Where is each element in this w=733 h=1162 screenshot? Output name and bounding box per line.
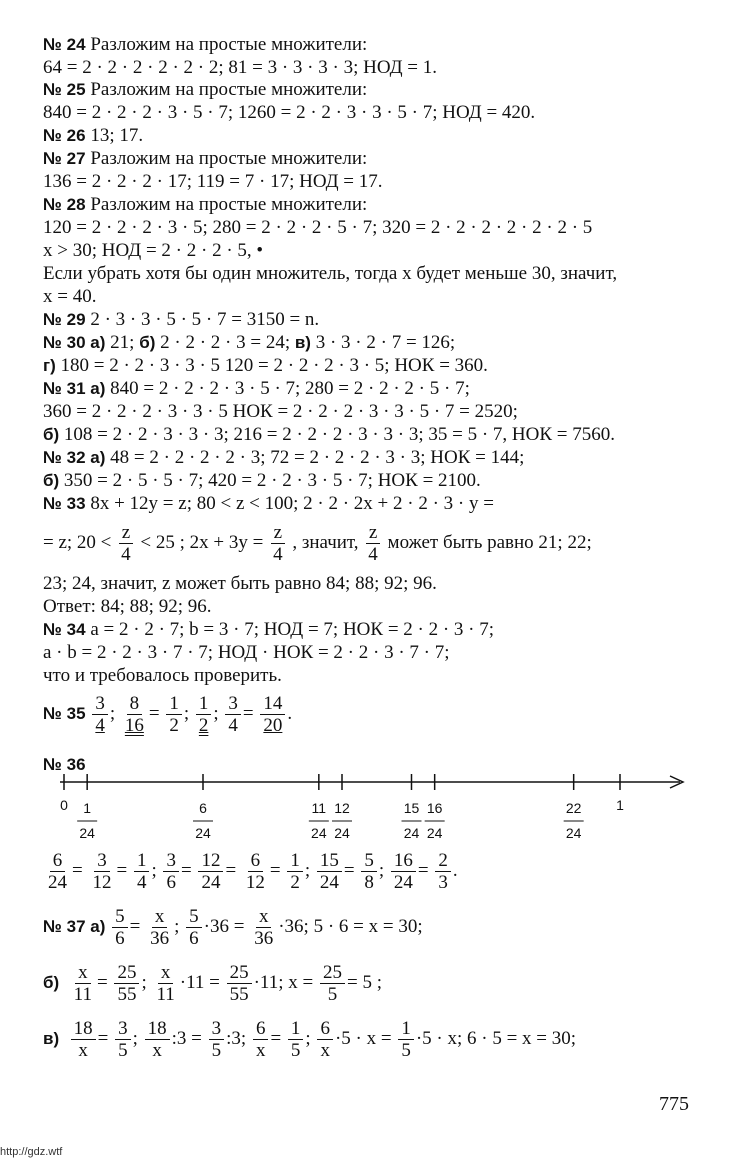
site-watermark: http://gdz.wtf bbox=[0, 1146, 63, 1158]
line-28-note: Если убрать хотя бы один множитель, тогда x будет меньше 30, значит, bbox=[43, 263, 618, 284]
line-34-body: a · b = 2 · 2 · 3 · 7 · 7; НОД · НОК = 2 · 2 · 3 · 7 · 7; bbox=[43, 642, 450, 663]
numerator: z bbox=[271, 522, 285, 544]
denominator: 12 bbox=[245, 872, 265, 894]
answer-c: 3 · 3 · 2 · 7 = 126; bbox=[315, 332, 456, 353]
denominator: 24 bbox=[48, 872, 67, 894]
line-31-lcm: 360 = 2 · 2 · 2 · 3 · 3 · 5 НОК = 2 · 2 · 2 · 3 · 3 · 5 · 7 = 2520; bbox=[43, 401, 518, 422]
line-text: 2 · 3 · 3 · 5 · 5 · 7 = 3150 = n. bbox=[90, 309, 320, 330]
numerator: 25 bbox=[227, 962, 252, 984]
tick-label-numerator: 6 bbox=[199, 800, 207, 816]
text: может быть равно 21; 22; bbox=[387, 532, 592, 553]
fraction bbox=[361, 850, 377, 893]
line-text: Разложим на простые множители: bbox=[90, 148, 368, 169]
fraction bbox=[320, 962, 345, 1005]
fraction bbox=[317, 850, 342, 893]
text: = 5 ; bbox=[346, 972, 382, 993]
denominator: 16 bbox=[124, 715, 144, 737]
fraction bbox=[163, 850, 179, 893]
task-number: № 25 bbox=[43, 80, 86, 99]
line-text: 180 = 2 · 2 · 3 · 3 · 5 120 = 2 · 2 · 2 · 3 · 5; НОК = 360. bbox=[60, 355, 488, 376]
numerator: 5 bbox=[186, 906, 202, 928]
denominator: 11 bbox=[156, 984, 175, 1006]
denominator: 5 bbox=[327, 984, 338, 1006]
task-number: № 30 а) bbox=[43, 333, 106, 352]
line-text: Разложим на простые множители: bbox=[90, 34, 368, 55]
tick-label-denominator: 24 bbox=[334, 825, 350, 841]
fraction bbox=[134, 850, 150, 893]
denominator: x bbox=[152, 1040, 162, 1062]
numerator: z bbox=[119, 522, 133, 544]
numerator: 5 bbox=[361, 850, 377, 872]
task-number: № 27 bbox=[43, 149, 86, 168]
fraction bbox=[115, 1018, 131, 1061]
text: < 25 ; 2x + 3y = bbox=[140, 532, 264, 553]
task-number: № 34 bbox=[43, 620, 86, 639]
denominator: 5 bbox=[211, 1040, 222, 1062]
denominator: 2 bbox=[169, 715, 179, 737]
numerator: 1 bbox=[166, 693, 182, 715]
tick-label-numerator: 11 bbox=[311, 800, 327, 816]
fraction bbox=[288, 1018, 304, 1061]
tick-label-denominator: 24 bbox=[79, 825, 95, 841]
numerator: 25 bbox=[320, 962, 345, 984]
denominator: 3 bbox=[438, 872, 448, 894]
label-b: б) bbox=[43, 471, 60, 490]
line-33-cont: 23; 24, значит, z может быть равно 84; 88; 92; 96. bbox=[43, 573, 437, 594]
task-number: № 36 bbox=[43, 755, 86, 774]
line-text: 13; 17. bbox=[90, 125, 144, 146]
label-g: г) bbox=[43, 356, 56, 375]
denominator: 4 bbox=[228, 715, 238, 737]
line-37b: б) $\frac{x}{11}$ = $\frac{25}{55}$ ; $\frac{x}{11}$ ·11 = $\frac{25}{55}$ ·11; x = $\frac{25}{5}$ = 5 ; bbox=[43, 962, 382, 1006]
text: :3 = bbox=[171, 1028, 202, 1049]
label-b: б) bbox=[43, 973, 60, 992]
task-number: № 37 а) bbox=[43, 917, 106, 936]
fraction bbox=[114, 962, 139, 1005]
denominator: 4 bbox=[121, 544, 131, 566]
tick-label-denominator: 24 bbox=[311, 825, 327, 841]
fraction bbox=[243, 850, 268, 893]
denominator: 24 bbox=[393, 872, 413, 894]
denominator: 5 bbox=[118, 1040, 128, 1062]
tick-label-numerator: 0 bbox=[60, 797, 68, 813]
answer-b: 2 · 2 · 2 · 3 = 24; bbox=[160, 332, 291, 353]
page-number: 775 bbox=[659, 1093, 689, 1115]
task-number: № 29 bbox=[43, 310, 86, 329]
text: ·11; x = bbox=[253, 972, 314, 993]
denominator: 5 bbox=[290, 1040, 301, 1062]
line-35: № 35 $\frac{3}{4}$ ; $\frac{8}{16}$ = $\frac{1}{2}$ ; $\frac{1}{2}$ ; $\frac{3}{4}$ = $\frac{14}{20}$ . bbox=[43, 693, 293, 737]
fraction bbox=[145, 1018, 170, 1061]
numerator: 3 bbox=[209, 1018, 225, 1040]
fraction bbox=[287, 850, 303, 893]
denominator: 4 bbox=[273, 544, 283, 566]
denominator: x bbox=[255, 1040, 266, 1062]
fraction bbox=[253, 1018, 269, 1061]
fraction bbox=[398, 1018, 414, 1061]
numerator: 2 bbox=[435, 850, 451, 872]
denominator: 2 bbox=[198, 715, 209, 737]
line-34-end: что и требовалось проверить. bbox=[43, 665, 282, 686]
numerator: 6 bbox=[50, 850, 66, 872]
task-number: № 31 а) bbox=[43, 379, 106, 398]
numerator: 5 bbox=[112, 906, 128, 928]
tick-label-denominator: 24 bbox=[565, 825, 582, 841]
label-b: б) bbox=[43, 425, 60, 444]
denominator: 4 bbox=[95, 715, 105, 737]
line-37a: № 37 а) $\frac{5}{6}$ = $\frac{x}{36}$ ; $\frac{5}{6}$ ·36 = $\frac{x}{36}$ ·36; 5 · 6 = x = 30; bbox=[43, 906, 423, 950]
line-text: a = 2 · 2 · 7; b = 3 · 7; НОД = 7; НОК = 2 · 2 · 3 · 7; bbox=[90, 619, 495, 640]
line-text: 48 = 2 · 2 · 2 · 2 · 3; 72 = 2 · 2 · 2 · 3 · 3; НОК = 144; bbox=[110, 447, 525, 468]
task-number: № 32 а) bbox=[43, 448, 106, 467]
numerator: 1 bbox=[134, 850, 150, 872]
line-25-body: 840 = 2 · 2 · 2 · 3 · 5 · 7; 1260 = 2 · 2 · 3 · 3 · 5 · 7; НОД = 420. bbox=[43, 102, 536, 123]
fraction bbox=[147, 906, 172, 949]
task-number: № 35 bbox=[43, 704, 86, 723]
denominator: 6 bbox=[115, 928, 125, 950]
tick-label-numerator: 16 bbox=[426, 800, 443, 816]
text: :3; bbox=[226, 1028, 247, 1049]
line-27-body: 136 = 2 · 2 · 2 · 17; 119 = 7 · 17; НОД = 17. bbox=[43, 171, 383, 192]
line-33-answer: Ответ: 84; 88; 92; 96. bbox=[43, 596, 212, 617]
fraction bbox=[435, 850, 451, 893]
fraction bbox=[71, 962, 95, 1005]
numerator: 1 bbox=[398, 1018, 414, 1040]
tick-label-numerator: 1 bbox=[83, 800, 92, 816]
numerator: 3 bbox=[94, 850, 110, 872]
label-c: в) bbox=[43, 1029, 60, 1048]
line-text: 108 = 2 · 2 · 3 · 3 · 3; 216 = 2 · 2 · 2 · 3 · 3 · 3; 35 = 5 · 7, НОК = 7560. bbox=[63, 424, 615, 445]
numerator: 18 bbox=[71, 1018, 96, 1040]
task-number: № 26 bbox=[43, 126, 86, 145]
numerator: 3 bbox=[163, 850, 179, 872]
text: , значит, bbox=[292, 532, 359, 553]
numerator: 12 bbox=[198, 850, 223, 872]
denominator: 36 bbox=[254, 928, 274, 950]
denominator: 24 bbox=[319, 872, 339, 894]
fraction bbox=[391, 850, 416, 893]
numerator: x bbox=[75, 962, 91, 984]
denominator: 8 bbox=[364, 872, 374, 894]
numerator: 3 bbox=[92, 693, 108, 715]
answer-a: 21; bbox=[110, 332, 135, 353]
numerator: 14 bbox=[260, 693, 285, 715]
denominator: 36 bbox=[150, 928, 170, 950]
fraction bbox=[317, 1018, 333, 1061]
denominator: 5 bbox=[401, 1040, 411, 1062]
denominator: 20 bbox=[263, 715, 283, 737]
numerator: x bbox=[256, 906, 272, 928]
line-37c: в) $\frac{18}{x}$ = $\frac{3}{5}$ ; $\frac{18}{x}$ :3 = $\frac{3}{5}$ :3; $\frac{6}{x}$ = $\frac{1}{5}$ ; $\frac{6}{x}$ ·5 · x = $\frac{1}{5}$ ·5 · x; 6 · 5 = x = 30; bbox=[43, 1018, 577, 1062]
numerator: 6 bbox=[317, 1018, 333, 1040]
tick-label-numerator: 12 bbox=[334, 800, 350, 816]
numerator: x bbox=[152, 906, 168, 928]
label-c: в) bbox=[294, 333, 311, 352]
task-number: № 24 bbox=[43, 35, 86, 54]
tick-label-denominator: 24 bbox=[426, 825, 443, 841]
denominator: x bbox=[78, 1040, 88, 1062]
task-number: № 33 bbox=[43, 494, 86, 513]
numerator: 8 bbox=[127, 693, 143, 715]
denominator: 12 bbox=[92, 872, 112, 894]
denominator: 4 bbox=[136, 872, 147, 894]
fraction bbox=[209, 1018, 225, 1061]
numerator: 1 bbox=[288, 1018, 304, 1040]
line-28-gcd: x > 30; НОД = 2 · 2 · 2 · 5, • bbox=[43, 240, 264, 261]
numerator: 3 bbox=[225, 693, 241, 715]
text: ·5 · x; 6 · 5 = x = 30; bbox=[415, 1028, 577, 1049]
tick-label-numerator: 1 bbox=[616, 797, 624, 813]
text: ·36; 5 · 6 = x = 30; bbox=[278, 916, 423, 937]
text: = z; 20 < bbox=[43, 532, 112, 553]
line-28-body: 120 = 2 · 2 · 2 · 3 · 5; 280 = 2 · 2 · 2 · 5 · 7; 320 = 2 · 2 · 2 · 2 · 2 · 2 · 5 bbox=[43, 217, 593, 238]
fraction bbox=[112, 906, 128, 949]
tick-label-numerator: 22 bbox=[565, 800, 582, 816]
denominator: 11 bbox=[73, 984, 92, 1006]
text: ·5 · x = bbox=[334, 1028, 392, 1049]
denominator: 6 bbox=[189, 928, 199, 950]
tick-label-numerator: 15 bbox=[403, 800, 420, 816]
denominator: 24 bbox=[201, 872, 221, 894]
label-b: б) bbox=[139, 333, 156, 352]
tick-label-denominator: 24 bbox=[195, 825, 211, 841]
numerator: 3 bbox=[115, 1018, 131, 1040]
fraction bbox=[45, 850, 70, 893]
fraction bbox=[89, 850, 114, 893]
line-24-body: 64 = 2 · 2 · 2 · 2 · 2 · 2; 81 = 3 · 3 · 3 · 3; НОД = 1. bbox=[43, 57, 438, 78]
numerator: 1 bbox=[196, 693, 212, 715]
numerator: x bbox=[158, 962, 174, 984]
line-36-fractions: $\frac{6}{24}$ = $\frac{3}{12}$ = $\frac{1}{4}$ ; $\frac{3}{6}$ = $\frac{12}{24}$ = $\frac{6}{12}$ = $\frac{1}{2}$ ; $\frac{15}{24}$ = $\frac{5}{8}$ ; $\frac{16}{24}$ = $\frac{2}{3}$ . bbox=[43, 848, 458, 894]
line-text: 8x + 12y = z; 80 < z < 100; 2 · 2 · 2x + 2 · 2 · 3 · y = bbox=[90, 493, 494, 514]
denominator: 55 bbox=[229, 984, 249, 1006]
denominator: 6 bbox=[166, 872, 176, 894]
line-text: Разложим на простые множители: bbox=[90, 79, 368, 100]
numerator: 16 bbox=[391, 850, 416, 872]
task-number: № 28 bbox=[43, 195, 86, 214]
numerator: z bbox=[366, 522, 380, 544]
line-text: Разложим на простые множители: bbox=[90, 194, 368, 215]
text: ·11 = bbox=[179, 972, 220, 993]
fraction bbox=[227, 962, 252, 1005]
denominator: 2 bbox=[290, 872, 300, 894]
denominator: 4 bbox=[368, 544, 378, 566]
denominator: 55 bbox=[117, 984, 137, 1006]
line-28-answer: x = 40. bbox=[43, 286, 97, 307]
line-text: 350 = 2 · 5 · 5 · 7; 420 = 2 · 2 · 3 · 5 · 7; НОК = 2100. bbox=[63, 470, 481, 491]
line-text: 840 = 2 · 2 · 2 · 3 · 5 · 7; 280 = 2 · 2 · 2 · 5 · 7; bbox=[110, 378, 470, 399]
numerator: 25 bbox=[114, 962, 139, 984]
numerator: 18 bbox=[145, 1018, 170, 1040]
numerator: 6 bbox=[248, 850, 264, 872]
denominator: x bbox=[320, 1040, 330, 1062]
fraction bbox=[71, 1018, 96, 1061]
numerator: 6 bbox=[253, 1018, 269, 1040]
fraction bbox=[186, 906, 202, 949]
fraction bbox=[198, 850, 223, 893]
fraction bbox=[251, 906, 276, 949]
numerator: 15 bbox=[317, 850, 342, 872]
fraction bbox=[153, 962, 177, 1005]
numerator: 1 bbox=[287, 850, 303, 872]
tick-label-denominator: 24 bbox=[403, 825, 420, 841]
text: ·36 = bbox=[203, 916, 245, 937]
